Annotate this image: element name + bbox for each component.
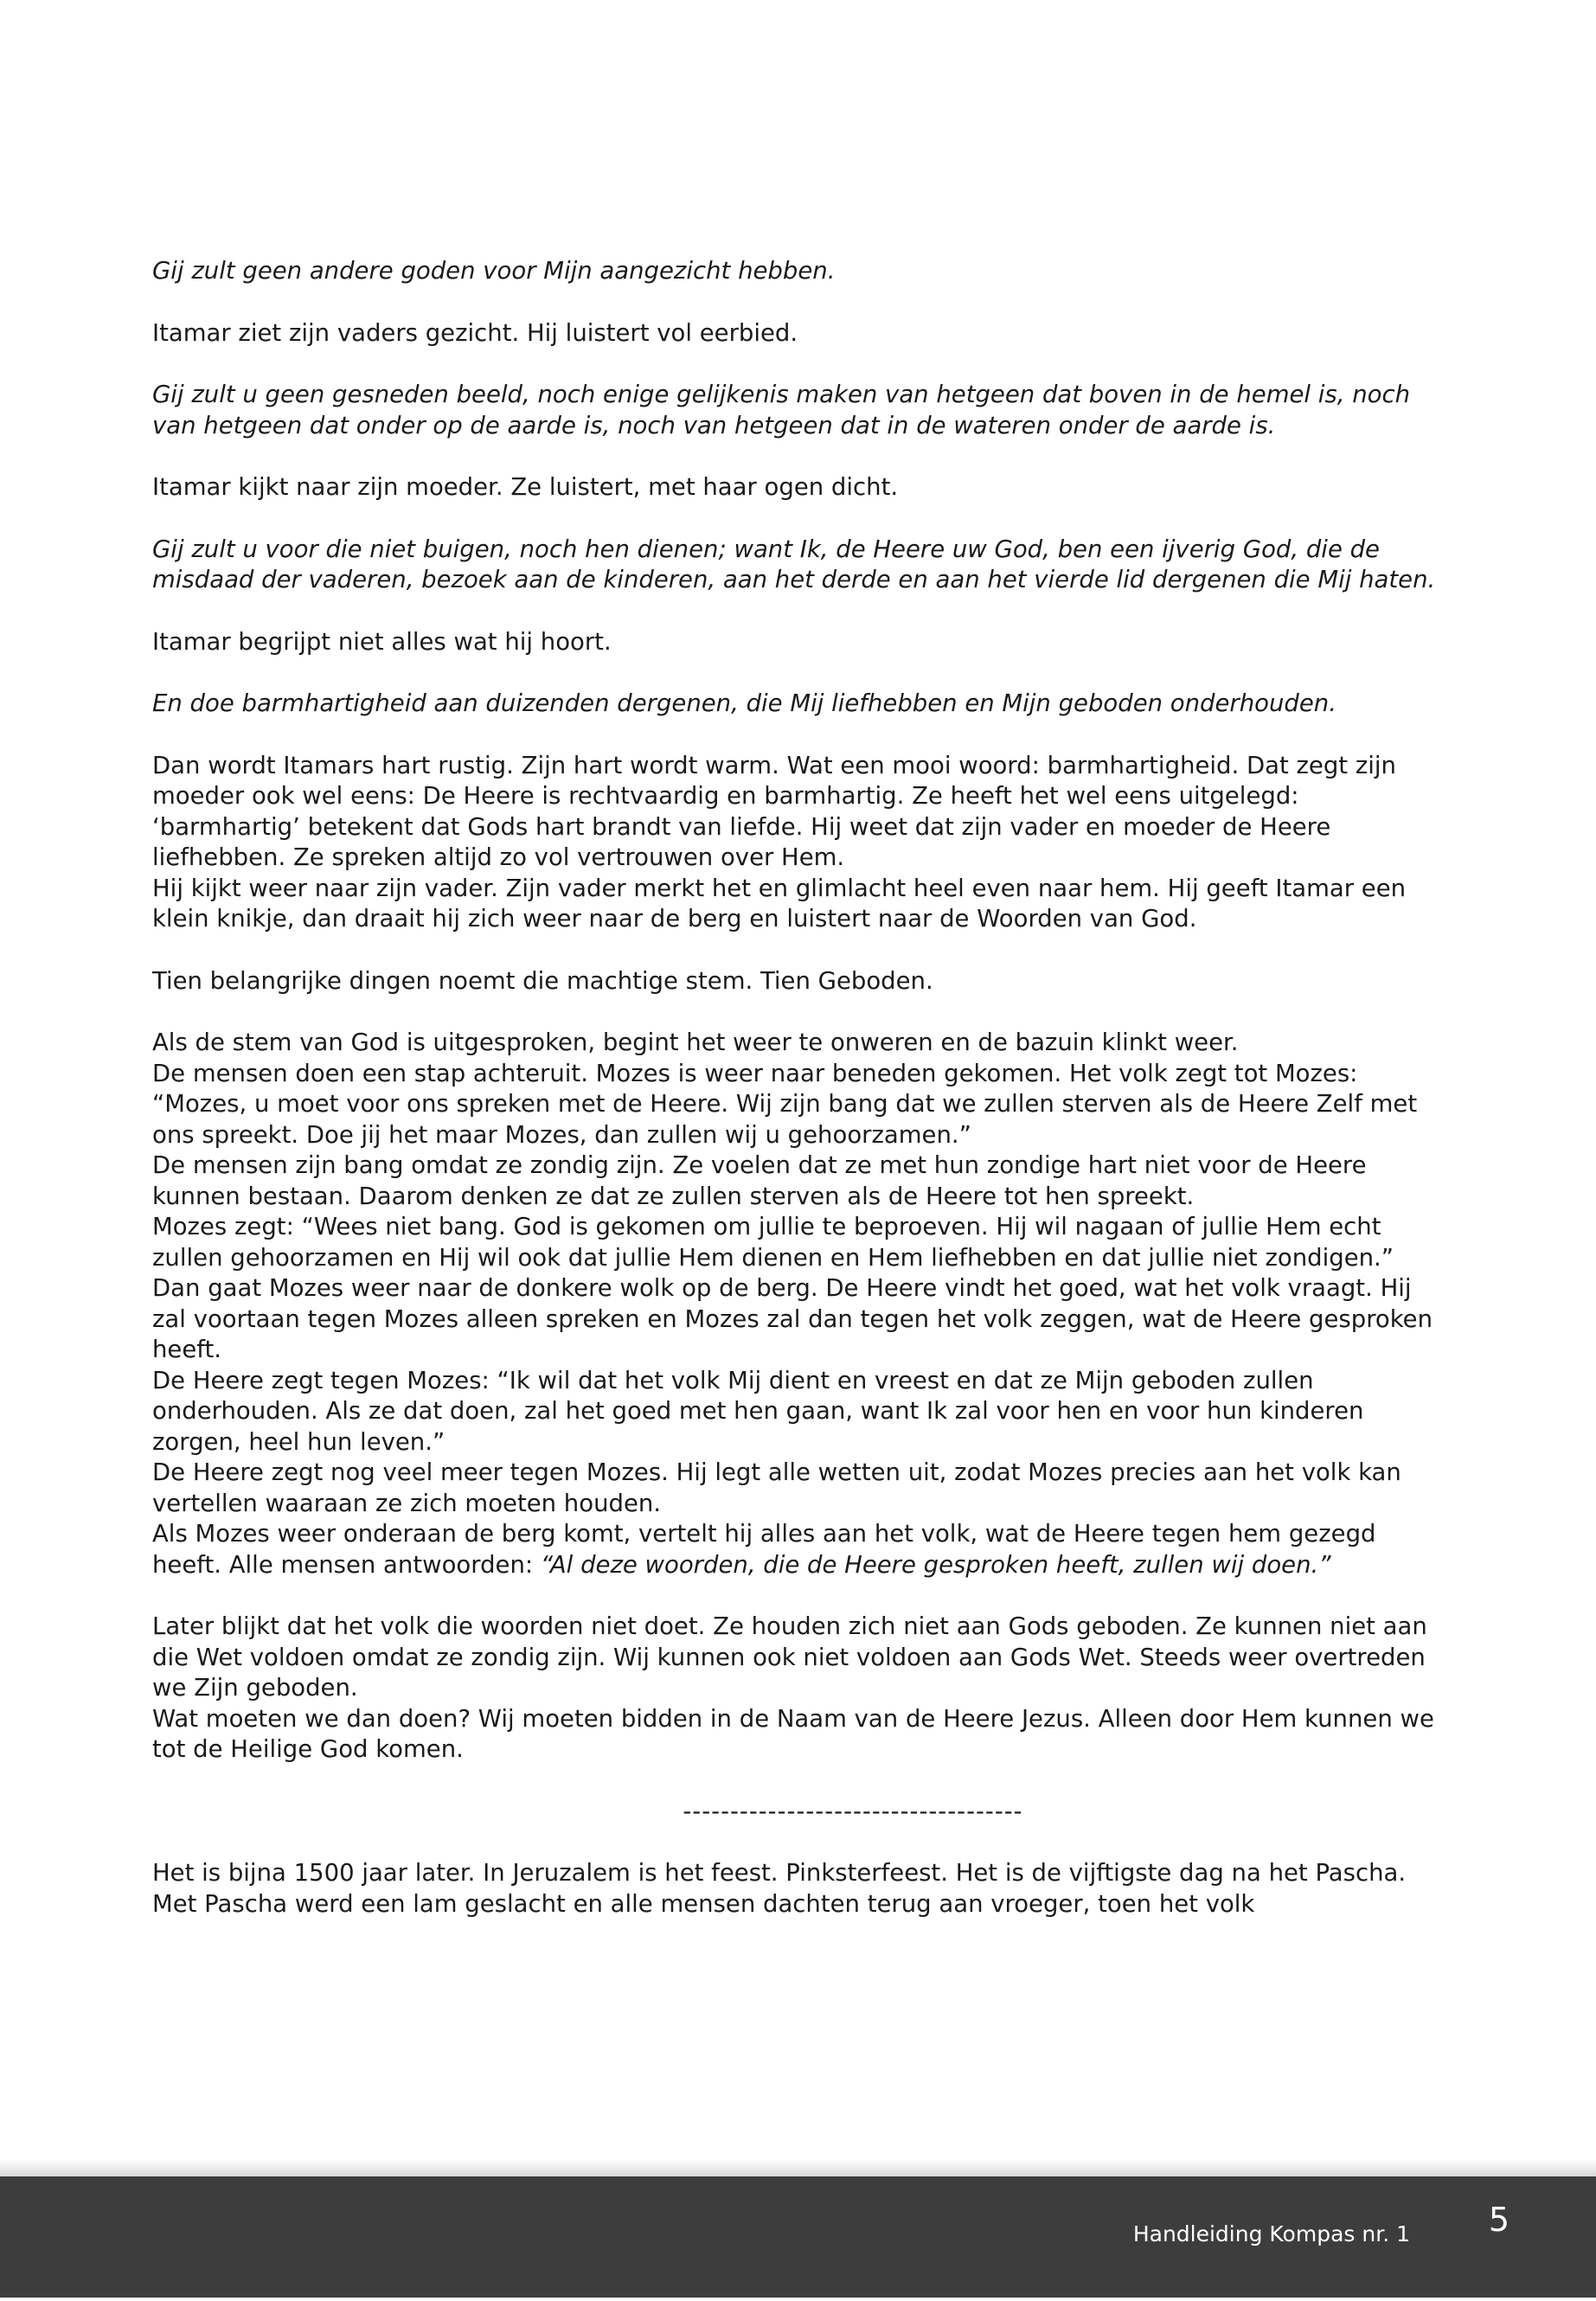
footer-title: Handleiding Kompas nr. 1 — [1132, 2221, 1410, 2247]
paragraph-closing: Het is bijna 1500 jaar later. In Jeruzalem is het feest. Pinksterfeest. Het is de vijftigste dag na het Pascha. Met Pascha werd een lam geslacht en alle mensen dachten terug aan vroeger, toen het volk — [152, 1859, 1407, 1918]
paragraph: Hij kijkt weer naar zijn vader. Zijn vader merkt het en glimlacht heel even naar hem. Hij geeft Itamar een klein knikje, dan draait hij zich weer naar de berg en luistert naar de Woorden van God. — [152, 874, 1407, 933]
paragraph-commandment-2: Gij zult u geen gesneden beeld, noch enige gelijkenis maken van hetgeen dat boven in de hemel is, noch van hetgeen dat onder op de aarde is, noch van hetgeen dat in de wateren onder de aarde is. — [152, 381, 1411, 439]
section-separator: ------------------------------------ — [683, 1797, 1023, 1825]
paragraph-commandment-1: Gij zult geen andere goden voor Mijn aangezicht hebben. — [152, 257, 836, 285]
paragraph: De mensen doen een stap achteruit. Mozes is weer naar beneden gekomen. Het volk zegt tot Mozes: “Mozes, u moet voor ons spreken met de Heere. Wij zijn bang dat we zullen sterven als de Heere Zelf met ons spreekt. Doe jij het maar Mozes, dan zullen wij u gehoorzamen.” — [152, 1059, 1418, 1149]
paragraph-commandment-4: En doe barmhartigheid aan duizenden dergenen, die Mij liefhebben en Mijn geboden onderhouden. — [152, 689, 1336, 717]
paragraph: De Heere zegt nog veel meer tegen Mozes. Hij legt alle wetten uit, zodat Mozes precies aan het volk kan vertellen waaraan ze zich moeten houden. — [152, 1458, 1401, 1517]
paragraph: Tien belangrijke dingen noemt die machtige stem. Tien Geboden. — [152, 966, 933, 995]
italic-quote: “Al deze woorden, die de Heere gesproken heeft, zullen wij doen.” — [540, 1550, 1331, 1579]
document-body — [152, 256, 1450, 1951]
paragraph: Dan gaat Mozes weer naar de donkere wolk op de berg. De Heere vindt het goed, wat het volk vraagt. Hij zal voortaan tegen Mozes alleen spreken en Mozes zal dan tegen het volk zeggen, wat de Heere gesproken heeft. — [152, 1274, 1433, 1363]
paragraph: Dan wordt Itamars hart rustig. Zijn hart wordt warm. Wat een mooi woord: barmhartigheid. Dat zegt zijn moeder ook wel eens: De Heere is rechtvaardig en barmhartig. Ze heeft het wel eens uitgelegd: ‘barmhartig’ betekent dat Gods hart brandt van liefde. Hij weet dat zijn vader en moeder de Heere liefhebben. Ze spreken altijd zo vol vertrouwen over Hem. — [152, 751, 1396, 871]
paragraph: Later blijkt dat het volk die woorden niet doet. Ze houden zich niet aan Gods geboden. Ze kunnen niet aan die Wet voldoen omdat ze zondig zijn. Wij kunnen ook niet voldoen aan Gods Wet. Steeds weer overtreden we Zijn geboden. — [152, 1612, 1427, 1702]
paragraph: De Heere zegt tegen Mozes: “Ik wil dat het volk Mij dient en vreest en dat ze Mijn geboden zullen onderhouden. Als ze dat doen, zal het goed met hen gaan, want Ik zal voor hen en voor hun kinderen zorgen, heel hun leven.” — [152, 1366, 1364, 1456]
paragraph: Als de stem van God is uitgesproken, begint het weer te onweren en de bazuin klinkt weer. — [152, 1029, 1239, 1056]
paragraph: Itamar kijkt naar zijn moeder. Ze luistert, met haar ogen dicht. — [152, 473, 899, 501]
paragraph: Itamar begrijpt niet alles wat hij hoort. — [152, 627, 612, 656]
paragraph: Itamar ziet zijn vaders gezicht. Hij luistert vol eerbied. — [152, 318, 798, 347]
paragraph-commandment-3: Gij zult u voor die niet buigen, noch hen dienen; want Ik, de Heere uw God, ben een ijverig God, die de misdaad der vaderen, bezoek aan de kinderen, aan het derde en aan het vierde lid dergenen die Mij haten. — [152, 535, 1436, 593]
paragraph-text: Als Mozes weer onderaan de berg komt, vertelt hij alles aan het volk, wat de Heere tegen hem gezegd heeft. Alle mensen antwoorden: — [152, 1520, 1376, 1579]
page-number: 5 — [1488, 2201, 1509, 2239]
paragraph: De mensen zijn bang omdat ze zondig zijn. Ze voelen dat ze met hun zondige hart niet voor de Heere kunnen bestaan. Daarom denken ze dat ze zullen sterven als de Heere tot hen spreekt. — [152, 1151, 1367, 1210]
paragraph: Mozes zegt: “Wees niet bang. God is gekomen om jullie te beproeven. Hij wil nagaan of jullie Hem echt zullen gehoorzamen en Hij wil ook dat jullie Hem dienen en Hem liefhebben en dat jullie niet zondigen.” — [152, 1213, 1394, 1272]
paragraph: Wat moeten we dan doen? Wij moeten bidden in de Naam van de Heere Jezus. Alleen door Hem kunnen we tot de Heilige God komen. — [152, 1704, 1434, 1763]
paragraph-with-quote — [152, 1519, 1450, 1580]
